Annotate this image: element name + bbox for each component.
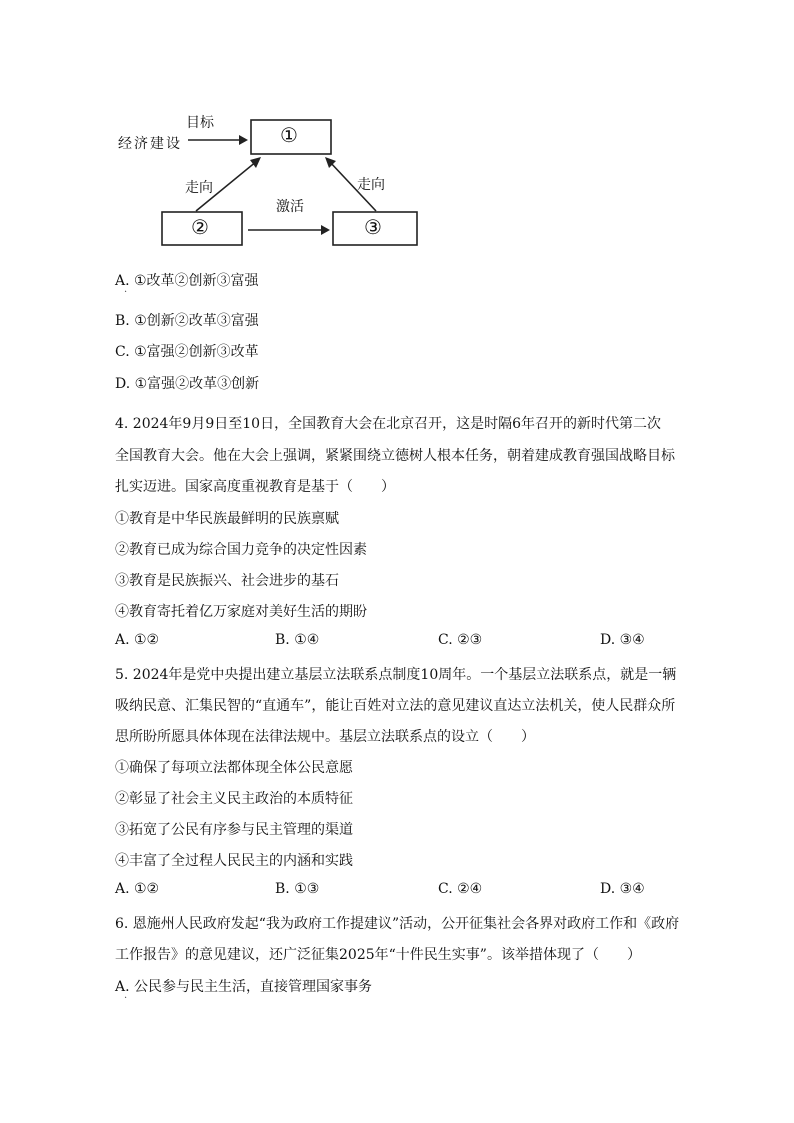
box-3-label: ③ (364, 215, 382, 239)
q5-statement-3: ③拓宽了公民有序参与民主管理的渠道 (115, 822, 353, 838)
dot-mark: · (124, 287, 128, 298)
q4-option-a: A. ①② (115, 632, 160, 648)
dot-mark: · (124, 993, 128, 1004)
q3-option-a: A. ①改革②创新③富强 (115, 273, 259, 289)
diagram-label-walk-left: 走向 (185, 180, 213, 196)
q4-option-d: D. ③④ (600, 632, 645, 648)
q6-stem-line-2: 工作报告》的意见建议，还广泛征集2025年“十件民生实事”。该举措体现了（ ） (115, 947, 641, 963)
q4-option-c: C. ②③ (438, 632, 483, 648)
arrowhead-econ (239, 135, 248, 145)
arrowhead-box2-box3 (321, 225, 330, 235)
box-1-label: ① (280, 123, 298, 147)
diagram-label-econ: 经济建设 (118, 136, 182, 152)
q5-stem-line-3: 思所盼所愿具体体现在法律法规中。基层立法联系点的设立（ ） (115, 729, 535, 745)
q3-option-b: B. ①创新②改革③富强 (115, 313, 259, 329)
q5-statement-4: ④丰富了全过程人民民主的内涵和实践 (115, 853, 353, 869)
q5-stem-line-2: 吸纳民意、汇集民智的“直通车”，能让百姓对立法的意见建议直达立法机关，使人民群众所 (115, 698, 676, 714)
diagram-label-activate: 激活 (276, 199, 304, 215)
q5-option-c: C. ②④ (438, 881, 483, 897)
q5-statement-1: ①确保了每项立法都体现全体公民意愿 (115, 760, 353, 776)
q4-statement-1: ①教育是中华民族最鲜明的民族禀赋 (115, 511, 339, 527)
q5-statement-2: ②彰显了社会主义民主政治的本质特征 (115, 791, 353, 807)
q4-option-b: B. ①④ (275, 632, 320, 648)
q3-option-d: D. ①富强②改革③创新 (115, 376, 260, 392)
diagram-lines (0, 0, 794, 260)
q4-stem-line-2: 全国教育大会。他在大会上强调，紧紧围绕立德树人根本任务，朝着建成教育强国战略目标 (115, 448, 675, 464)
box-2-label: ② (191, 215, 209, 239)
diagram-label-target: 目标 (186, 115, 214, 131)
q5-stem-line-1: 5. 2024年是党中央提出建立基层立法联系点制度10周年。一个基层立法联系点，就是一辆 (115, 667, 677, 683)
q6-stem-line-1: 6. 恩施州人民政府发起“我为政府工作提建议”活动，公开征集社会各界对政府工作和《政府 (115, 916, 680, 932)
q4-statement-4: ④教育寄托着亿万家庭对美好生活的期盼 (115, 604, 367, 620)
q3-option-c: C. ①富强②创新③改革 (115, 344, 259, 360)
q4-statement-2: ②教育已成为综合国力竞争的决定性因素 (115, 542, 367, 558)
q6-option-a: A. 公民参与民主生活，直接管理国家事务 (115, 979, 373, 995)
q5-option-d: D. ③④ (600, 881, 645, 897)
q5-option-b: B. ①③ (275, 881, 320, 897)
diagram-label-walk-right: 走向 (357, 177, 385, 193)
q5-option-a: A. ①② (115, 881, 160, 897)
q4-stem-line-3: 扎实迈进。国家高度重视教育是基于（ ） (115, 479, 395, 495)
q4-stem-line-1: 4. 2024年9月9日至10日，全国教育大会在北京召开，这是时隔6年召开的新时代第二次 (115, 416, 661, 432)
q4-statement-3: ③教育是民族振兴、社会进步的基石 (115, 573, 339, 589)
